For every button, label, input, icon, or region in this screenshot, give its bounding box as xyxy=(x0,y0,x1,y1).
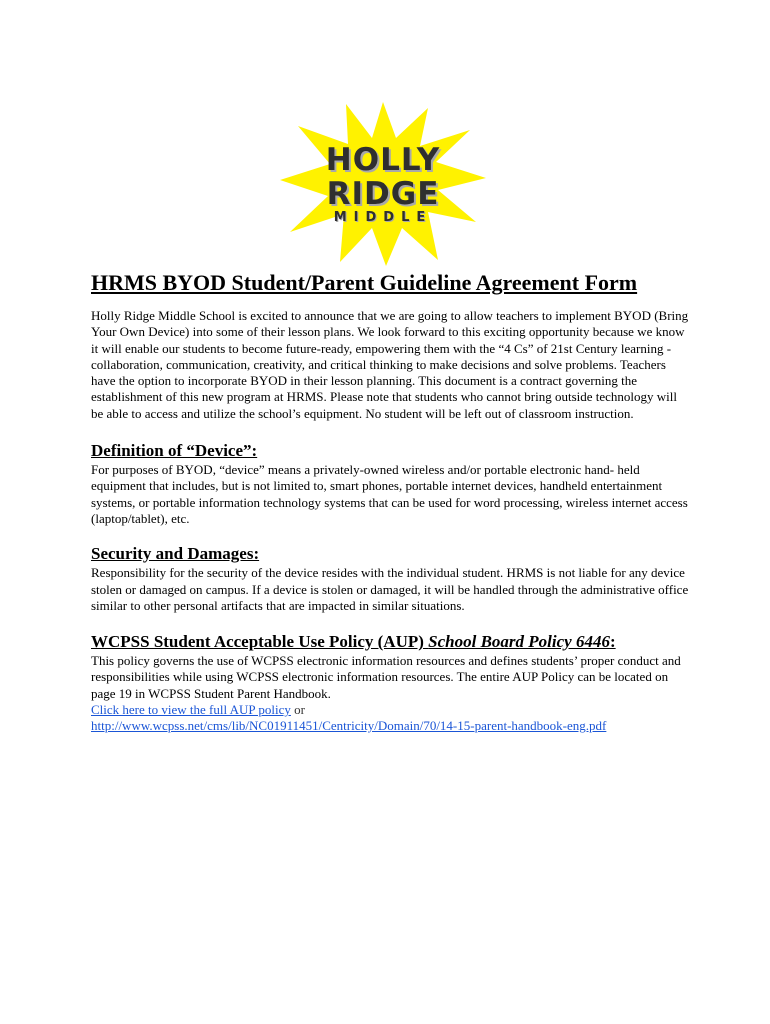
aup-heading-plain: WCPSS Student Acceptable Use Policy (AUP) xyxy=(91,632,429,652)
intro-paragraph: Holly Ridge Middle School is excited to announce that we are going to allow teachers to implement BYOD (Bring Your Own Device) into some of their lesson plans. We look forward to this exciting opportunity because we know it will enable our students to become future-ready, empowering them with the “4 Cs” of 21st Century learning - collaboration, communication, creativity, and critical thinking to make decisions and solve problems. Teachers have the option to incorporate BYOD in their lesson planning. This document is a contract governing the establishment of this new program at HRMS. Please note that students who cannot bring outside technology will be able to access and utilize the school’s equipment. No student will be left out of classroom instruction. xyxy=(91,308,689,421)
school-logo xyxy=(278,100,488,268)
security-body: Responsibility for the security of the device resides with the individual student. HRMS is not liable for any device stolen or damaged on campus. If a device is stolen or damaged, it will be handled through the administrative office similar to other personal artifacts that are impacted in similar situations. xyxy=(91,565,689,613)
or-text: or xyxy=(290,702,305,718)
document-body xyxy=(91,268,691,735)
aup-body xyxy=(91,653,691,734)
definition-section xyxy=(91,440,691,527)
definition-body: For purposes of BYOD, “device” means a privately-owned wireless and/or portable electronic hand- held equipment that includes, but is not limited to, smart phones, portable internet devices, handheld entertainment systems, or portable information technology systems that can be used for word processing, wireless internet access (laptop/tablet), etc. xyxy=(91,462,688,526)
aup-policy-link[interactable]: Click here to view the full AUP policy xyxy=(91,702,291,718)
logo-text-holly: HOLLY xyxy=(325,142,441,178)
aup-heading xyxy=(91,631,691,653)
logo-text-ridge: RIDGE xyxy=(326,176,440,212)
definition-heading: Definition of “Device”: xyxy=(91,441,258,461)
security-section xyxy=(91,543,691,614)
aup-section xyxy=(91,631,691,734)
logo-text-middle: MIDDLE xyxy=(333,210,433,225)
aup-body-text: This policy governs the use of WCPSS electronic information resources and defines students’ proper conduct and responsibilities while using WCPSS electronic information resources. The entire AUP Policy can be located on page 19 in WCPSS Student Parent Handbook. xyxy=(91,653,681,701)
aup-heading-colon: : xyxy=(609,632,616,652)
security-heading: Security and Damages: xyxy=(91,544,260,564)
handbook-pdf-link[interactable]: http://www.wcpss.net/cms/lib/NC01911451/Centricity/Domain/70/14-15-parent-handbook-eng.pdf xyxy=(91,718,607,734)
page-title: HRMS BYOD Student/Parent Guideline Agreement Form xyxy=(91,270,638,295)
aup-heading-policy: School Board Policy 6446 xyxy=(428,632,610,652)
